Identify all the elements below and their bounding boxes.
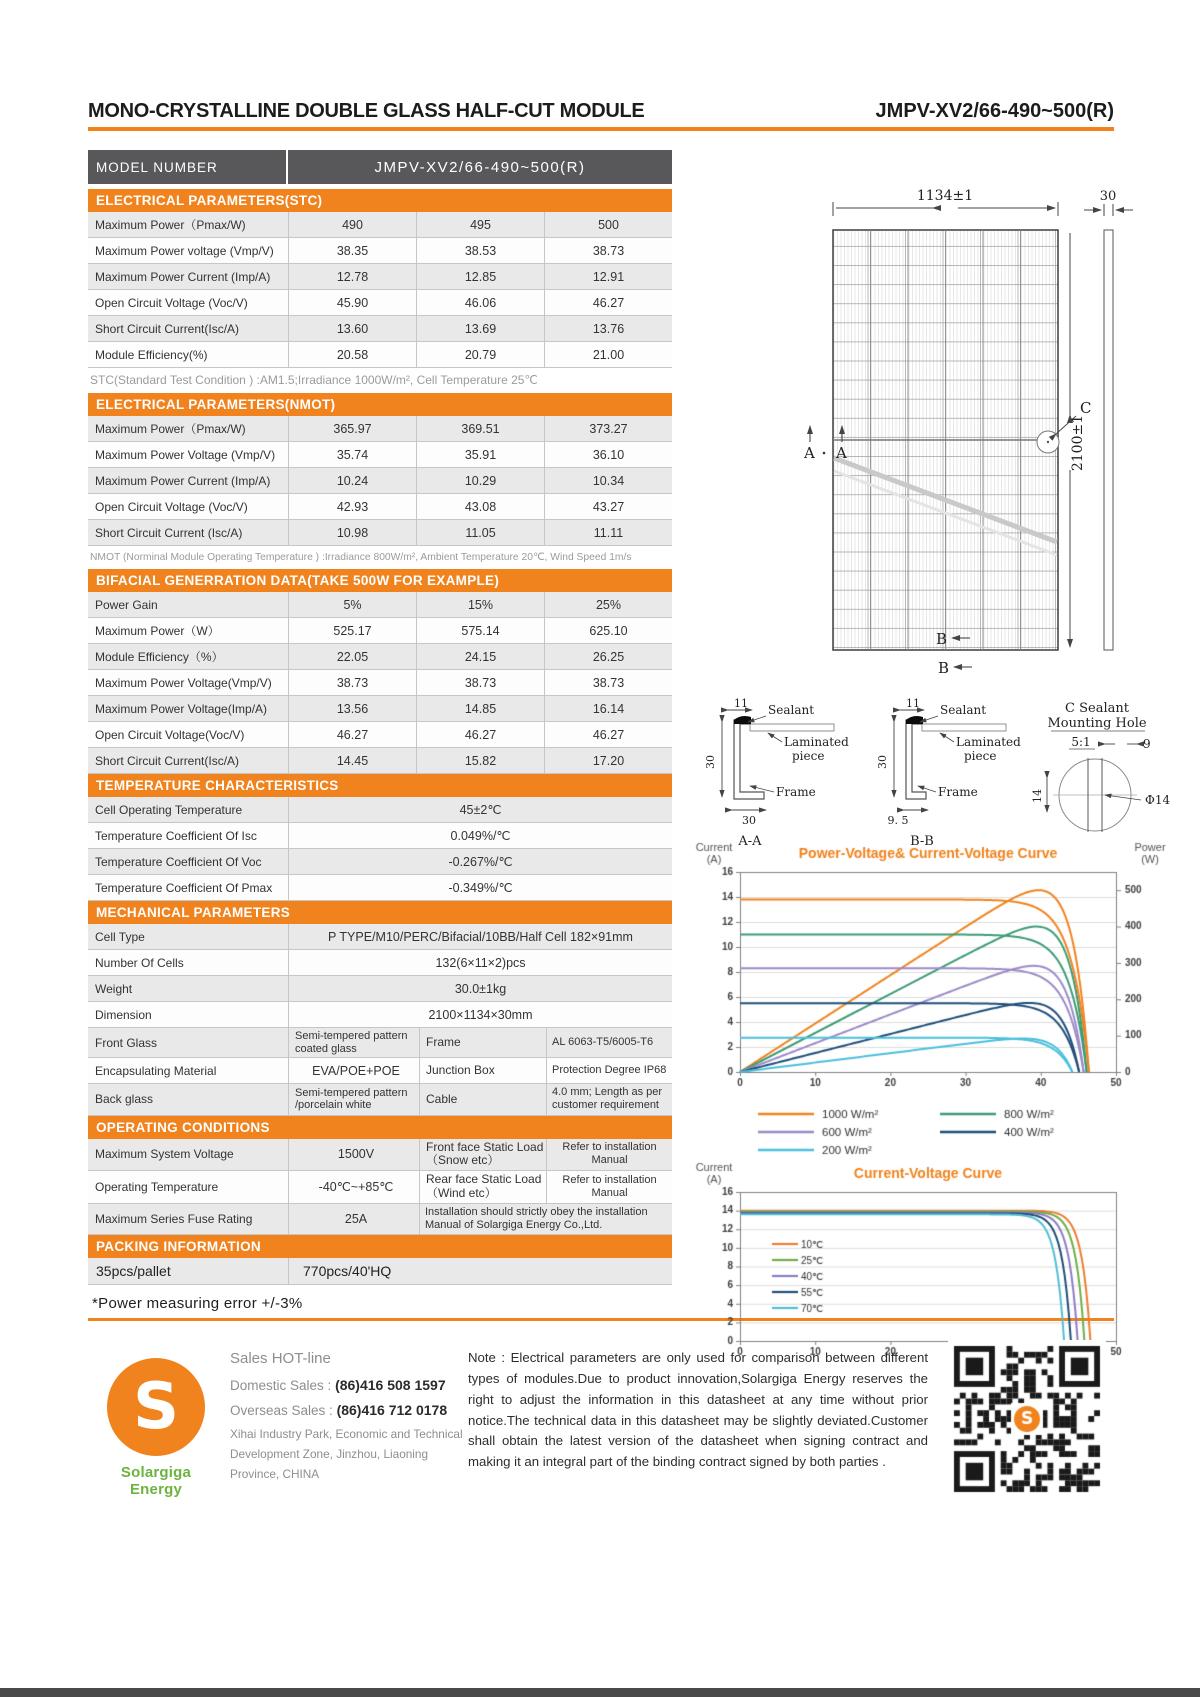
row-label: Frame bbox=[419, 1028, 546, 1057]
cell-value: 17.20 bbox=[544, 748, 672, 773]
cell-value: 365.97 bbox=[288, 416, 416, 441]
cell-value: 14.45 bbox=[288, 748, 416, 773]
table-row bbox=[88, 618, 672, 644]
packing-section-header: PACKING INFORMATION bbox=[88, 1235, 672, 1258]
cell-value: 45.90 bbox=[288, 290, 416, 315]
table-row bbox=[88, 1258, 672, 1285]
cell-value: P TYPE/M10/PERC/Bifacial/10BB/Half Cell 182×91mm bbox=[288, 924, 672, 949]
cell-value: 10.24 bbox=[288, 468, 416, 493]
stc-section-header: ELECTRICAL PARAMETERS(STC) bbox=[88, 189, 672, 212]
stc-condition-note: STC(Standard Test Condition ) :AM1.5;Irradiance 1000W/m², Cell Temperature 25℃ bbox=[90, 373, 538, 387]
cell-value: -40℃~+85℃ bbox=[288, 1171, 419, 1203]
legal-note: Note : Electrical parameters are only used for comparison between different types of modules.Due to product innovation,Solargiga Energy reserves the right to adjust the information in this datasheet at any time without prior notice.The technical data in this datasheet may be slightly deviated.Customer shall obtain the latest version of the datasheet when signing contract and making it an integral part of the binding contract signed by both parties . bbox=[468, 1350, 928, 1470]
laminated-label: piece bbox=[792, 749, 825, 763]
table-row bbox=[88, 797, 672, 823]
cell-value: 46.27 bbox=[416, 722, 544, 747]
cell-value: 25% bbox=[544, 592, 672, 617]
row-label: Maximum Power（Pmax/W) bbox=[95, 422, 246, 436]
drawing-width-dim: 1134±1 bbox=[916, 188, 974, 204]
cell-value: -0.267%/℃ bbox=[288, 849, 672, 874]
cell-value: -0.349%/℃ bbox=[288, 875, 672, 900]
section-a-a-detail bbox=[704, 698, 849, 849]
row-label: Rear face Static Load （Wind etc） bbox=[419, 1171, 546, 1203]
cell-value: 11.05 bbox=[416, 520, 544, 545]
section-b-b-detail bbox=[876, 698, 1021, 849]
row-label: Maximum Power（Pmax/W) bbox=[95, 218, 246, 232]
page-title: MONO-CRYSTALLINE DOUBLE GLASS HALF-CUT MODULE bbox=[88, 100, 645, 122]
table-row bbox=[88, 1171, 672, 1204]
cell-value: 575.14 bbox=[416, 618, 544, 643]
cell-value: 38.73 bbox=[544, 238, 672, 263]
cell-value: 20.79 bbox=[416, 342, 544, 367]
table-row bbox=[88, 1028, 672, 1058]
cell-value: 10.34 bbox=[544, 468, 672, 493]
installation-note: Installation should strictly obey the installation Manual of Solargiga Energy Co.,Ltd. bbox=[419, 1204, 672, 1234]
logo-s-icon: S bbox=[107, 1358, 205, 1456]
packing-pallet-value: 35pcs/pallet bbox=[96, 1263, 171, 1280]
cell-value: 0.049%/℃ bbox=[288, 823, 672, 848]
hole-c-label: C bbox=[1080, 399, 1092, 417]
row-label: Module Efficiency（%） bbox=[95, 650, 224, 664]
section-a-mark: A bbox=[836, 444, 847, 462]
table-row bbox=[88, 1002, 672, 1028]
cell-value: 490 bbox=[288, 212, 416, 237]
row-label: Maximum Power Voltage(Vmp/V) bbox=[95, 675, 272, 690]
table-row bbox=[88, 468, 672, 494]
cell-value: 38.73 bbox=[544, 670, 672, 695]
cell-value: Refer to installation Manual bbox=[546, 1171, 672, 1203]
cell-value: 43.08 bbox=[416, 494, 544, 519]
row-label: Power Gain bbox=[95, 597, 158, 612]
cell-value: 132(6×11×2)pcs bbox=[288, 950, 672, 975]
table-row bbox=[88, 264, 672, 290]
cell-value: 22.05 bbox=[288, 644, 416, 669]
cell-value: 35.74 bbox=[288, 442, 416, 467]
cell-value: Protection Degree IP68 bbox=[546, 1058, 672, 1083]
row-label: Temperature Coefficient Of Isc bbox=[95, 828, 257, 843]
cell-value: Semi-tempered pattern coated glass bbox=[288, 1028, 419, 1057]
row-label: Maximum Power Voltage(Imp/A) bbox=[95, 701, 268, 716]
dim-label: 30 bbox=[742, 814, 756, 827]
row-label: Maximum Series Fuse Rating bbox=[95, 1212, 253, 1227]
cell-value: AL 6063-T5/6005-T6 bbox=[546, 1028, 672, 1057]
cell-value: 5% bbox=[288, 592, 416, 617]
cell-value: 30.0±1kg bbox=[288, 976, 672, 1001]
row-label: Maximum System Voltage bbox=[95, 1147, 234, 1162]
cell-value: 10.98 bbox=[288, 520, 416, 545]
temperature-section-header: TEMPERATURE CHARACTERISTICS bbox=[88, 774, 672, 797]
row-label: Front face Static Load （Snow etc） bbox=[419, 1139, 546, 1171]
cell-value: 45±2℃ bbox=[288, 797, 672, 822]
address-line: Xihai Industry Park, Economic and Technical bbox=[230, 1427, 463, 1441]
row-label: Encapsulating Material bbox=[95, 1063, 217, 1078]
nmot-section-header: ELECTRICAL PARAMETERS(NMOT) bbox=[88, 393, 672, 416]
cell-value: 373.27 bbox=[544, 416, 672, 441]
packing-container-value: 770pcs/40'HQ bbox=[288, 1258, 672, 1284]
cell-value: 2100×1134×30mm bbox=[288, 1002, 672, 1027]
row-label: Weight bbox=[95, 981, 133, 996]
table-row bbox=[88, 442, 672, 468]
overseas-sales-phone: (86)416 712 0178 bbox=[336, 1402, 448, 1418]
cell-value: 46.06 bbox=[416, 290, 544, 315]
table-row bbox=[88, 1139, 672, 1172]
mounting-scale: 5:1 bbox=[1071, 735, 1091, 749]
frame-label: Frame bbox=[776, 785, 816, 799]
hotline-label: Sales HOT-line bbox=[230, 1350, 331, 1367]
row-label: Short Circuit Current(Isc/A) bbox=[95, 321, 240, 336]
section-b-mark: B bbox=[938, 659, 950, 677]
page-model-code: JMPV-XV2/66-490~500(R) bbox=[875, 100, 1114, 122]
dim-label: 9. 5 bbox=[887, 814, 909, 827]
dim-label: 30 bbox=[876, 755, 889, 769]
table-row bbox=[88, 950, 672, 976]
row-label: Module Efficiency(%) bbox=[95, 347, 208, 362]
cell-value: 15% bbox=[416, 592, 544, 617]
qr-code-canvas bbox=[948, 1340, 1106, 1498]
model-number-value: JMPV-XV2/66-490~500(R) bbox=[374, 158, 586, 176]
mounting-hole-detail bbox=[1031, 701, 1170, 832]
domestic-sales-label: Domestic Sales : bbox=[230, 1378, 332, 1393]
cell-value: 46.27 bbox=[288, 722, 416, 747]
cell-value: 1500V bbox=[288, 1139, 419, 1171]
dim-label: Φ14 bbox=[1145, 793, 1171, 807]
company-name: Solargiga Energy bbox=[120, 1464, 192, 1498]
row-label: Cell Operating Temperature bbox=[95, 802, 243, 817]
temperature-table bbox=[88, 774, 672, 901]
table-row bbox=[88, 592, 672, 618]
domestic-sales-line bbox=[230, 1377, 465, 1393]
laminated-label: piece bbox=[964, 749, 997, 763]
row-label: Maximum Power（W） bbox=[95, 624, 220, 638]
cell-value: 11.11 bbox=[544, 520, 672, 545]
dim-label: 11 bbox=[734, 698, 748, 710]
laminated-label: Laminated bbox=[784, 735, 849, 749]
module-drawing bbox=[718, 170, 1148, 700]
table-row bbox=[88, 520, 672, 546]
operating-table bbox=[88, 1116, 672, 1236]
laminated-label: Laminated bbox=[956, 735, 1021, 749]
dim-label: 14 bbox=[1031, 789, 1044, 803]
cell-value: 16.14 bbox=[544, 696, 672, 721]
bifacial-section-header: BIFACIAL GENERRATION DATA(TAKE 500W FOR EXAMPLE) bbox=[88, 569, 672, 592]
model-number-label: MODEL NUMBER bbox=[88, 150, 288, 184]
table-row bbox=[88, 1084, 672, 1115]
table-row bbox=[88, 644, 672, 670]
table-row bbox=[88, 1058, 672, 1084]
table-row bbox=[88, 238, 672, 264]
sealant-label: Sealant bbox=[940, 703, 987, 717]
dim-label: 11 bbox=[906, 698, 920, 710]
table-row bbox=[88, 416, 672, 442]
table-row bbox=[88, 875, 672, 901]
row-label: Cable bbox=[419, 1084, 546, 1114]
cell-value: 13.76 bbox=[544, 316, 672, 341]
cell-value: 12.78 bbox=[288, 264, 416, 289]
cell-value: 46.27 bbox=[544, 722, 672, 747]
row-label: Open Circuit Voltage (Voc/V) bbox=[95, 295, 248, 310]
row-label: Temperature Coefficient Of Voc bbox=[95, 854, 262, 869]
mechanical-table bbox=[88, 901, 672, 1116]
row-label: Back glass bbox=[95, 1092, 154, 1107]
cell-value: Semi-tempered pattern /porcelain white bbox=[288, 1084, 419, 1114]
cell-value: 15.82 bbox=[416, 748, 544, 773]
cell-value: 369.51 bbox=[416, 416, 544, 441]
operating-section-header: OPERATING CONDITIONS bbox=[88, 1116, 672, 1139]
row-label: Operating Temperature bbox=[95, 1180, 219, 1195]
cell-value: 14.85 bbox=[416, 696, 544, 721]
cell-value: 25A bbox=[288, 1204, 419, 1234]
cell-value: 500 bbox=[544, 212, 672, 237]
cell-value: 36.10 bbox=[544, 442, 672, 467]
overseas-sales-label: Overseas Sales : bbox=[230, 1403, 333, 1418]
row-label: Front Glass bbox=[95, 1035, 158, 1050]
qr-code bbox=[948, 1340, 1106, 1503]
row-label: Maximum Power voltage (Vmp/V) bbox=[95, 243, 274, 258]
cell-value: 24.15 bbox=[416, 644, 544, 669]
address-line: Development Zone, Jinzhou, Liaoning bbox=[230, 1447, 429, 1461]
cell-value: 38.73 bbox=[288, 670, 416, 695]
contact-block bbox=[230, 1350, 465, 1487]
cell-value: 12.85 bbox=[416, 264, 544, 289]
company-logo bbox=[96, 1358, 216, 1498]
cell-value: 12.91 bbox=[544, 264, 672, 289]
cell-value: 13.60 bbox=[288, 316, 416, 341]
spec-tables-column bbox=[88, 150, 672, 1312]
cell-value: 35.91 bbox=[416, 442, 544, 467]
row-label: Number Of Cells bbox=[95, 955, 184, 970]
cell-value: 38.53 bbox=[416, 238, 544, 263]
cell-value: 10.29 bbox=[416, 468, 544, 493]
mounting-title: C Sealant bbox=[1065, 701, 1129, 716]
table-row bbox=[88, 494, 672, 520]
cell-value: 21.00 bbox=[544, 342, 672, 367]
nmot-condition-note: NMOT (Norminal Module Operating Temperature ) :Irradiance 800W/m², Ambient Temperature 20℃, Wind Speed 1m/s bbox=[90, 552, 632, 563]
stc-table bbox=[88, 189, 672, 393]
cell-value: 46.27 bbox=[544, 290, 672, 315]
table-row bbox=[88, 924, 672, 950]
cell-value: 26.25 bbox=[544, 644, 672, 669]
table-row bbox=[88, 670, 672, 696]
table-row bbox=[88, 290, 672, 316]
overseas-sales-line bbox=[230, 1402, 465, 1418]
table-row bbox=[88, 976, 672, 1002]
cell-value: 43.27 bbox=[544, 494, 672, 519]
cell-value: 38.35 bbox=[288, 238, 416, 263]
iv-temperature-curve-chart bbox=[688, 1158, 1178, 1363]
bifacial-table bbox=[88, 569, 672, 774]
row-label: Open Circuit Voltage(Voc/V) bbox=[95, 727, 245, 742]
row-label: Maximum Power Voltage (Vmp/V) bbox=[95, 447, 276, 462]
row-label: Temperature Coefficient Of Pmax bbox=[95, 880, 273, 895]
table-row bbox=[88, 342, 672, 368]
address-line: Province, CHINA bbox=[230, 1467, 320, 1481]
cell-value: 13.69 bbox=[416, 316, 544, 341]
dim-label: 30 bbox=[704, 755, 717, 769]
cell-value: 495 bbox=[416, 212, 544, 237]
table-row bbox=[88, 823, 672, 849]
table-row bbox=[88, 696, 672, 722]
nmot-table bbox=[88, 393, 672, 569]
page-footer bbox=[88, 1340, 1114, 1550]
table-row bbox=[88, 316, 672, 342]
cell-value: 42.93 bbox=[288, 494, 416, 519]
drawing-height-dim: 2100±1 bbox=[1070, 414, 1086, 472]
cell-value: 4.0 mm; Length as per customer requirement bbox=[546, 1084, 672, 1114]
drawings-and-charts-column bbox=[688, 150, 1188, 1365]
cell-value: 38.73 bbox=[416, 670, 544, 695]
cell-value: 525.17 bbox=[288, 618, 416, 643]
row-label: Short Circuit Current (Isc/A) bbox=[95, 525, 243, 540]
power-tolerance-note: *Power measuring error +/-3% bbox=[92, 1295, 303, 1313]
frame-label: Frame bbox=[938, 785, 978, 799]
cell-value: 13.56 bbox=[288, 696, 416, 721]
title-underline bbox=[88, 127, 1114, 131]
row-label: Cell Type bbox=[95, 929, 145, 944]
cell-value: Refer to installation Manual bbox=[546, 1139, 672, 1171]
row-label: Maximum Power Current (Imp/A) bbox=[95, 473, 271, 488]
cell-value: 625.10 bbox=[544, 618, 672, 643]
model-number-row bbox=[88, 150, 672, 184]
row-label: Dimension bbox=[95, 1007, 152, 1022]
cell-value: EVA/POE+POE bbox=[288, 1058, 419, 1083]
table-row bbox=[88, 849, 672, 875]
dim-label: 9 bbox=[1143, 737, 1151, 751]
page-bottom-bar bbox=[0, 1688, 1200, 1697]
section-a-mark: A bbox=[804, 444, 815, 462]
section-b-mark: B bbox=[936, 630, 948, 648]
packing-table bbox=[88, 1235, 672, 1285]
sealant-label: Sealant bbox=[768, 703, 815, 717]
sealant-detail-drawing bbox=[688, 698, 1183, 850]
row-label: Open Circuit Voltage (Voc/V) bbox=[95, 499, 248, 514]
page-header bbox=[88, 100, 1114, 123]
row-label: Short Circuit Current(Isc/A) bbox=[95, 753, 240, 768]
table-row bbox=[88, 748, 672, 774]
table-row bbox=[88, 1204, 672, 1235]
table-row bbox=[88, 212, 672, 238]
table-row bbox=[88, 722, 672, 748]
row-label: Junction Box bbox=[419, 1058, 546, 1083]
mounting-title: Mounting Hole bbox=[1047, 716, 1147, 731]
domestic-sales-phone: (86)416 508 1597 bbox=[335, 1377, 446, 1393]
cell-value: 20.58 bbox=[288, 342, 416, 367]
mechanical-section-header: MECHANICAL PARAMETERS bbox=[88, 901, 672, 924]
pv-iv-curve-chart bbox=[688, 838, 1178, 1156]
row-label: Maximum Power Current (Imp/A) bbox=[95, 269, 271, 284]
drawing-depth-dim: 30 bbox=[1099, 189, 1117, 204]
